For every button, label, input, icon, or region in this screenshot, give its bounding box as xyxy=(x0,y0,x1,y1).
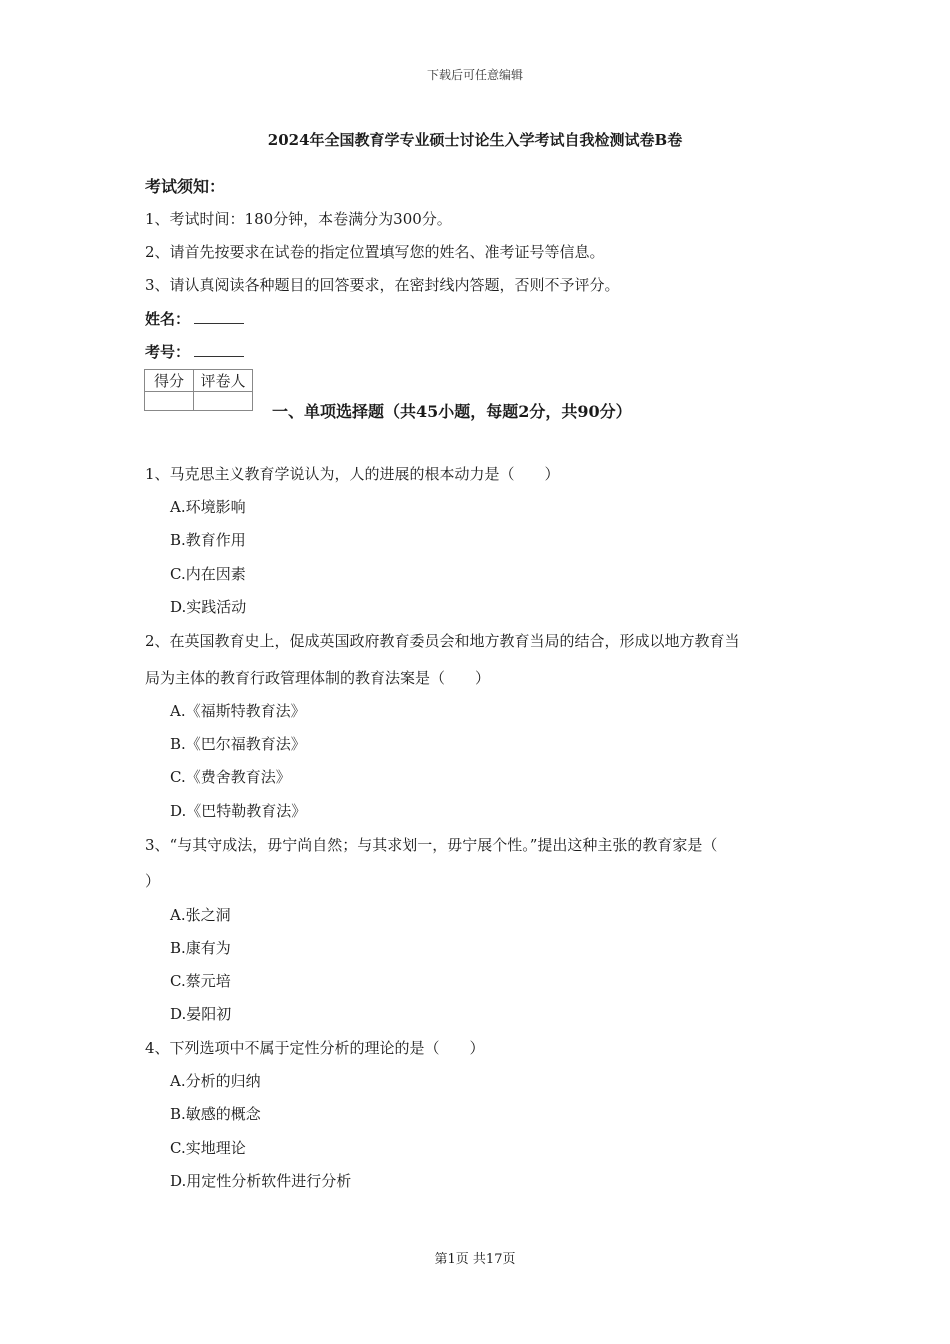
question-3-option-d: D.晏阳初 xyxy=(170,1005,232,1023)
question-2-option-b: B.《巴尔福教育法》 xyxy=(170,735,306,753)
name-label: 姓名： xyxy=(145,310,191,328)
question-3-text-line-2: ） xyxy=(145,872,161,890)
question-2-option-c: C.《费舍教育法》 xyxy=(170,768,291,786)
question-3-option-a: A.张之洞 xyxy=(170,906,231,924)
question-4-option-c: C.实地理论 xyxy=(170,1139,246,1157)
score-table xyxy=(144,369,253,411)
notice-item-1: 1、考试时间：180分钟，本卷满分为300分。 xyxy=(145,210,452,228)
question-2-text-line-1: 2、在英国教育史上，促成英国政府教育委员会和地方教育当局的结合，形成以地方教育当 xyxy=(145,632,740,650)
notice-item-2: 2、请首先按要求在试卷的指定位置填写您的姓名、准考证号等信息。 xyxy=(145,243,605,261)
notice-item-3: 3、请认真阅读各种题目的回答要求，在密封线内答题，否则不予评分。 xyxy=(145,276,620,294)
question-1-text: 1、马克思主义教育学说认为，人的进展的根本动力是（ ） xyxy=(145,465,560,483)
question-3-text-line-1: 3、“与其守成法，毋宁尚自然；与其求划一，毋宁展个性。”提出这种主张的教育家是（ xyxy=(145,836,718,854)
question-2-option-d: D.《巴特勒教育法》 xyxy=(170,802,307,820)
question-4-option-b: B.敏感的概念 xyxy=(170,1105,261,1123)
question-2-text-line-2: 局为主体的教育行政管理体制的教育法案是（ ） xyxy=(145,669,491,687)
question-2-option-a: A.《福斯特教育法》 xyxy=(170,702,306,720)
question-3-option-b: B.康有为 xyxy=(170,939,231,957)
score-header: 得分 xyxy=(145,370,194,392)
question-1-option-a: A.环境影响 xyxy=(170,498,246,516)
question-4-text: 4、下列选项中不属于定性分析的理论的是（ ） xyxy=(145,1039,485,1057)
question-4-option-d: D.用定性分析软件进行分析 xyxy=(170,1172,352,1190)
notice-heading: 考试须知： xyxy=(145,177,226,196)
id-blank[interactable] xyxy=(194,342,244,357)
question-1-option-d: D.实践活动 xyxy=(170,598,247,616)
name-blank[interactable] xyxy=(194,309,244,324)
question-1-option-b: B.教育作用 xyxy=(170,531,246,549)
question-1-option-c: C.内在因素 xyxy=(170,565,246,583)
question-3-option-c: C.蔡元培 xyxy=(170,972,231,990)
grader-cell[interactable] xyxy=(194,392,253,411)
question-4-option-a: A.分析的归纳 xyxy=(170,1072,261,1090)
id-field xyxy=(145,341,244,362)
exam-title: 2024年全国教育学专业硕士讨论生入学考试自我检测试卷B卷 xyxy=(267,131,683,149)
page-footer: 第1页 共17页 xyxy=(434,1252,516,1267)
score-cell[interactable] xyxy=(145,392,194,411)
grader-header: 评卷人 xyxy=(194,370,253,392)
section-title: 一、单项选择题（共45小题，每题2分，共90分） xyxy=(272,402,632,421)
id-label: 考号： xyxy=(145,343,191,361)
page-header: 下载后可任意编辑 xyxy=(426,68,523,82)
name-field xyxy=(145,308,244,329)
